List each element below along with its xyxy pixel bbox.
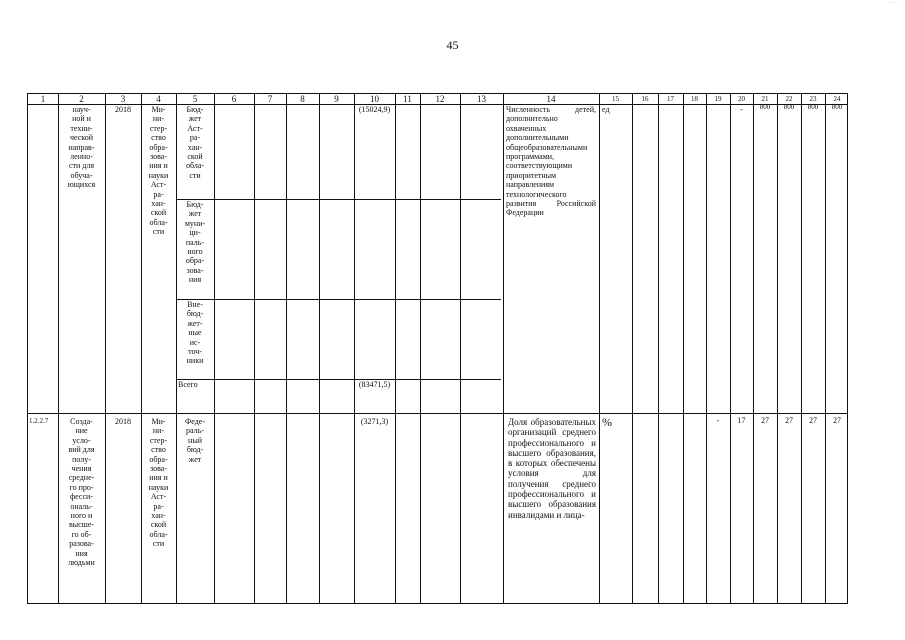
col-header-2: 2 [79,94,84,104]
row1-total-label: Всего [178,380,198,389]
row1-source-regional: Бюд- жет Аст- ра- хан- ской обла- сти [185,105,205,180]
col-line [706,94,707,603]
row2-col19: - [716,416,720,425]
subrow-line [176,199,501,200]
row1-unit: ед [602,105,610,114]
row2-col24: 27 [833,416,841,425]
col-line [214,94,215,603]
row1-executor: Ми- ни- стер- ство обра- зова- ния и науки Аст- ра- хан- ской обла- сти [148,105,169,237]
col-header-23: 23 [809,95,817,103]
row1-source-municipal: Бюд- жет муни- ци- паль- ного обра- зова- ния [184,200,206,285]
col-line [753,94,754,603]
col-header-1: 1 [40,94,46,104]
col-header-19: 19 [714,95,722,103]
col-header-20: 20 [738,95,745,103]
col-header-15: 15 [612,95,619,103]
row2-year: 2018 [115,417,131,426]
col-header-9: 9 [334,94,339,104]
row1-col21: 800 [759,103,771,111]
page-number: 45 [446,38,459,52]
col-line [658,94,659,603]
row2-number: 1.2.2.7 [29,417,49,425]
row1-source-extrabudget: Вне- бюд- жет- ные ис- точ- ники [186,300,204,366]
col-line [105,94,106,603]
col-header-6: 6 [231,94,237,104]
col-header-7: 7 [267,94,273,104]
row2-indicator: Доля образовательных организаций среднего профессионального и высшего образования, в которых обеспечены условия для получения среднего профессионального и высшего образования инвалидами и лица- [508,417,596,520]
row1-year: 2018 [115,105,131,114]
col-line [801,94,802,603]
subrow-line [176,379,501,380]
col-header-17: 17 [667,95,674,103]
row2-col21: 27 [761,416,769,425]
col-header-10: 10 [370,94,379,104]
col-header-24: 24 [833,95,841,103]
col-line [730,94,731,603]
row2-value-federal: (3271,3) [360,417,389,426]
col-line [319,94,320,603]
col-line [825,94,826,603]
row-separator [28,413,847,414]
col-header-18: 18 [691,95,698,103]
row2-col20: 17 [737,416,746,425]
budget-table [27,93,848,604]
col-header-8: 8 [300,94,305,104]
subrow-line [176,299,501,300]
col-line [354,94,355,603]
col-header-14: 14 [546,94,556,104]
col-line [683,94,684,603]
col-line [395,94,396,603]
row2-col23: 27 [809,416,817,425]
col-line [777,94,778,603]
col-header-22: 22 [785,95,793,103]
corner-note: - - - [888,0,897,6]
row1-col23: 800 [807,103,819,111]
col-header-21: 21 [761,95,769,103]
col-header-16: 16 [641,95,649,103]
row1-col22: 800 [783,103,795,111]
row1-value-regional: (15024,9) [358,105,391,114]
col-line [460,94,461,603]
col-line [599,94,600,603]
col-header-13: 13 [477,94,486,104]
col-line [632,94,633,603]
col-line [254,94,255,603]
row2-col22: 27 [785,416,793,425]
col-header-3: 3 [120,94,126,104]
col-line [420,94,421,603]
col-header-12: 12 [435,94,445,104]
row2-unit: % [602,415,612,429]
row1-indicator: Численность детей, дополнительно охваченных дополнительными общеобразовательными программами, соответствующими приоритетным направлениям технологического развития Российской Федерации [506,105,596,218]
row2-executor: Ми- ни- стер- ство обра- зова- ния и науки Аст- ра- хан- ской обла- сти [148,417,169,549]
row2-activity: Созда- ние усло- вий для полу- чения средне- го про- фесси- ональ- ного и высше- го об- разова- ния людьми [68,417,95,568]
row1-col24: 800 [831,103,843,111]
row1-col20: - [740,105,743,114]
col-line [503,94,504,603]
col-header-5: 5 [192,94,198,104]
row1-activity: науч- ной и техни- ческой направ- ленно- сти для обуча- ющихся [67,105,96,190]
row2-source-federal: Феде- раль- ный бюд- жет [184,417,206,464]
col-header-4: 4 [156,94,161,104]
col-line [286,94,287,603]
row1-value-total: (83471,5) [358,380,391,389]
col-header-11: 11 [403,94,412,104]
